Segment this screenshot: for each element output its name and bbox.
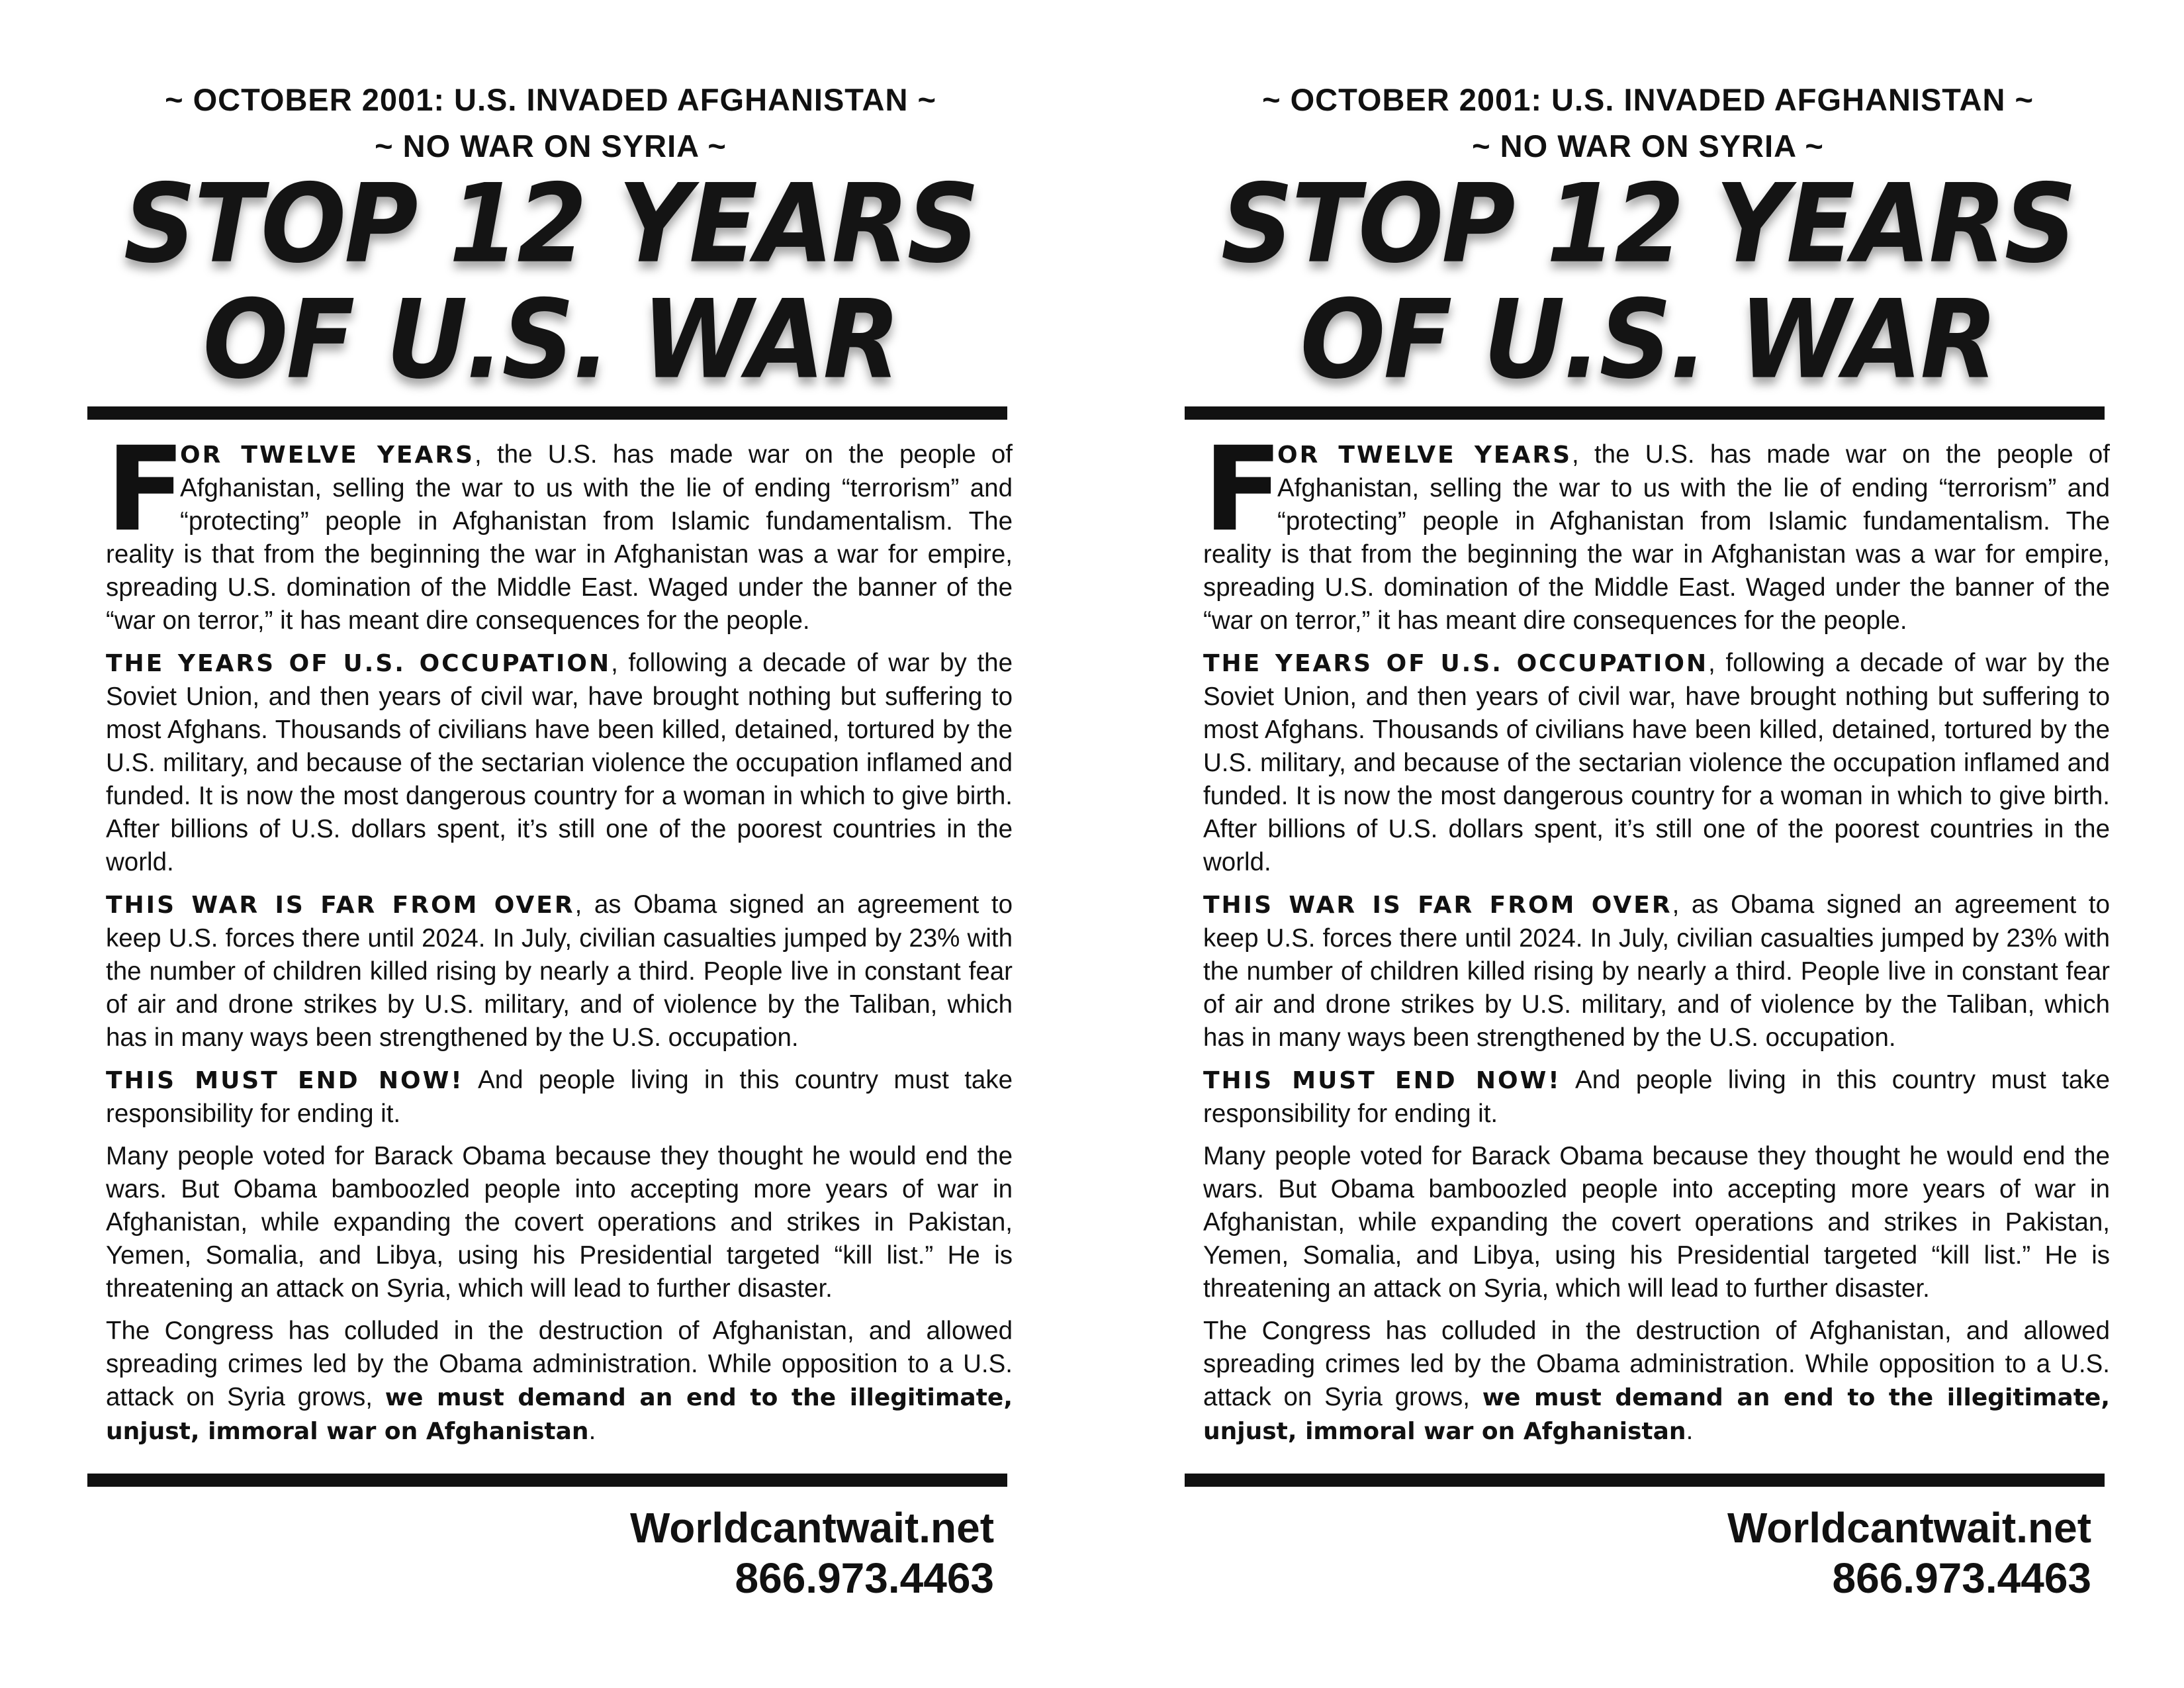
paragraph-3 xyxy=(106,888,1013,1055)
headline-line-2: OF U.S. WAR xyxy=(203,276,899,403)
bottom-rule xyxy=(1185,1474,2105,1487)
kicker-invasion: ~ OCTOBER 2001: U.S. INVADED AFGHANISTAN ~ xyxy=(165,82,936,117)
paragraph-text: Many people voted for Barack Obama because they thought he would end the wars. But Obama bamboozled people into accepting more years of war in Afghanistan, while expanding the covert operations and strikes in Pakistan, Yemen, Somalia, and Libya, using his Presidential targeted “kill list.” He is threatening an attack on Syria, which will lead to further disaster. xyxy=(1203,1142,2110,1303)
paragraph-4 xyxy=(1203,1064,2110,1131)
headline-line-1: STOP 12 YEARS xyxy=(123,160,978,287)
paragraph-2 xyxy=(1203,647,2110,879)
kicker-syria: ~ NO WAR ON SYRIA ~ xyxy=(375,128,727,164)
top-rule xyxy=(87,406,1007,420)
headline xyxy=(87,160,1014,403)
phone: 866.973.4463 xyxy=(1832,1554,2091,1602)
drop-cap: F xyxy=(1203,422,1283,557)
paragraph-text: And people living in this country must take responsibility for ending it. xyxy=(1203,1066,2110,1128)
paragraph-5 xyxy=(1203,1140,2110,1305)
drop-cap: F xyxy=(106,422,186,557)
paragraph-3 xyxy=(1203,888,2110,1055)
contact-block xyxy=(1185,1503,2091,1603)
paragraph-text: , following a decade of war by the Soviet Union, and then years of civil war, have brought nothing but suffering to most Afghans. Thousands of civilians have been killed, detained, tortured by the U.S. military, and because of the sectarian violence the occupation inflamed and funded. It is now the most dangerous country for a woman in which to give birth. After billions of U.S. dollars spent, it’s still one of the poorest countries in the world. xyxy=(106,649,1013,876)
paragraph-text: , the U.S. has made war on the people of Afghanistan, selling the war to us with the lie of ending “terrorism” and “protecting” people in Afghanistan from Islamic fundamentalism. The reality is that from the beginning the war in Afghanistan was a war for empire, spreading U.S. domination of the Middle East. Waged under the banner of the “war on terror,” it has meant dire consequences for the people. xyxy=(106,440,1013,635)
paragraph-1 xyxy=(106,422,1013,637)
headline xyxy=(1185,160,2111,403)
lead-in: THE YEARS OF U.S. OCCUPATION xyxy=(1203,650,1709,677)
phone: 866.973.4463 xyxy=(735,1554,994,1602)
paragraph-text: Many people voted for Barack Obama because they thought he would end the wars. But Obama bamboozled people into accepting more years of war in Afghanistan, while expanding the covert operations and strikes in Pakistan, Yemen, Somalia, and Libya, using his Presidential targeted “kill list.” He is threatening an attack on Syria, which will lead to further disaster. xyxy=(106,1142,1013,1303)
paragraph-text: , as Obama signed an agreement to keep U.S. forces there until 2024. In July, civilian casualties jumped by 23% with the number of children killed rising by nearly a third. People live in constant fear of air and drone strikes by U.S. military, and of violence by the Taliban, which has in many ways been strengthened by the U.S. occupation. xyxy=(1203,890,2111,1052)
paragraph-end: . xyxy=(588,1417,596,1445)
demand-text: we must demand an end to the illegitimate, unjust, immoral war on Afghanistan xyxy=(1203,1384,2110,1445)
headline-line-2: OF U.S. WAR xyxy=(1300,276,1996,403)
bottom-rule xyxy=(87,1474,1007,1487)
body-text xyxy=(106,422,1013,1448)
paragraph-text: The Congress has colluded in the destruction of Afghanistan, and allowed spreading crimes led by the Obama administration. While opposition to a U.S. attack on Syria grows, xyxy=(1203,1317,2110,1411)
paragraph-text: , the U.S. has made war on the people of Afghanistan, selling the war to us with the lie of ending “terrorism” and “protecting” people in Afghanistan from Islamic fundamentalism. The reality is that from the beginning the war in Afghanistan was a war for empire, spreading U.S. domination of the Middle East. Waged under the banner of the “war on terror,” it has meant dire consequences for the people. xyxy=(1203,440,2110,635)
lead-in: THE YEARS OF U.S. OCCUPATION xyxy=(106,650,612,677)
lead-in: THIS MUST END NOW! xyxy=(1203,1067,1561,1094)
demand-text: we must demand an end to the illegitimate, unjust, immoral war on Afghanistan xyxy=(106,1384,1013,1445)
paragraph-5 xyxy=(106,1140,1013,1305)
kicker-invasion: ~ OCTOBER 2001: U.S. INVADED AFGHANISTAN ~ xyxy=(1262,82,2034,117)
top-rule xyxy=(1185,406,2105,420)
paragraph-text: The Congress has colluded in the destruction of Afghanistan, and allowed spreading crimes led by the Obama administration. While opposition to a U.S. attack on Syria grows, xyxy=(106,1317,1013,1411)
headline-line-1: STOP 12 YEARS xyxy=(1220,160,2075,287)
website: Worldcantwait.net xyxy=(630,1504,994,1552)
contact-block xyxy=(87,1503,994,1603)
kicker-syria: ~ NO WAR ON SYRIA ~ xyxy=(1472,128,1824,164)
lead-in: OR TWELVE YEARS xyxy=(1277,442,1572,469)
paragraph-1 xyxy=(1203,422,2110,637)
paragraph-6 xyxy=(106,1315,1013,1448)
lead-in: OR TWELVE YEARS xyxy=(180,442,475,469)
flyer-left xyxy=(87,0,1014,1688)
paragraph-2 xyxy=(106,647,1013,879)
lead-in: THIS WAR IS FAR FROM OVER xyxy=(106,892,575,919)
lead-in: THIS MUST END NOW! xyxy=(106,1067,464,1094)
paragraph-end: . xyxy=(1686,1417,1694,1445)
body-text xyxy=(1203,422,2111,1448)
paragraph-text: , as Obama signed an agreement to keep U.S. forces there until 2024. In July, civilian casualties jumped by 23% with the number of children killed rising by nearly a third. People live in constant fear of air and drone strikes by U.S. military, and of violence by the Taliban, which has in many ways been strengthened by the U.S. occupation. xyxy=(106,890,1013,1052)
paragraph-4 xyxy=(106,1064,1013,1131)
paragraph-text: And people living in this country must take responsibility for ending it. xyxy=(106,1066,1013,1128)
flyer-right xyxy=(1185,0,2111,1688)
lead-in: THIS WAR IS FAR FROM OVER xyxy=(1203,892,1672,919)
paragraph-6 xyxy=(1203,1315,2110,1448)
paragraph-text: , following a decade of war by the Soviet Union, and then years of civil war, have brought nothing but suffering to most Afghans. Thousands of civilians have been killed, detained, tortured by the U.S. military, and because of the sectarian violence the occupation inflamed and funded. It is now the most dangerous country for a woman in which to give birth. After billions of U.S. dollars spent, it’s still one of the poorest countries in the world. xyxy=(1203,649,2110,876)
website: Worldcantwait.net xyxy=(1727,1504,2091,1552)
